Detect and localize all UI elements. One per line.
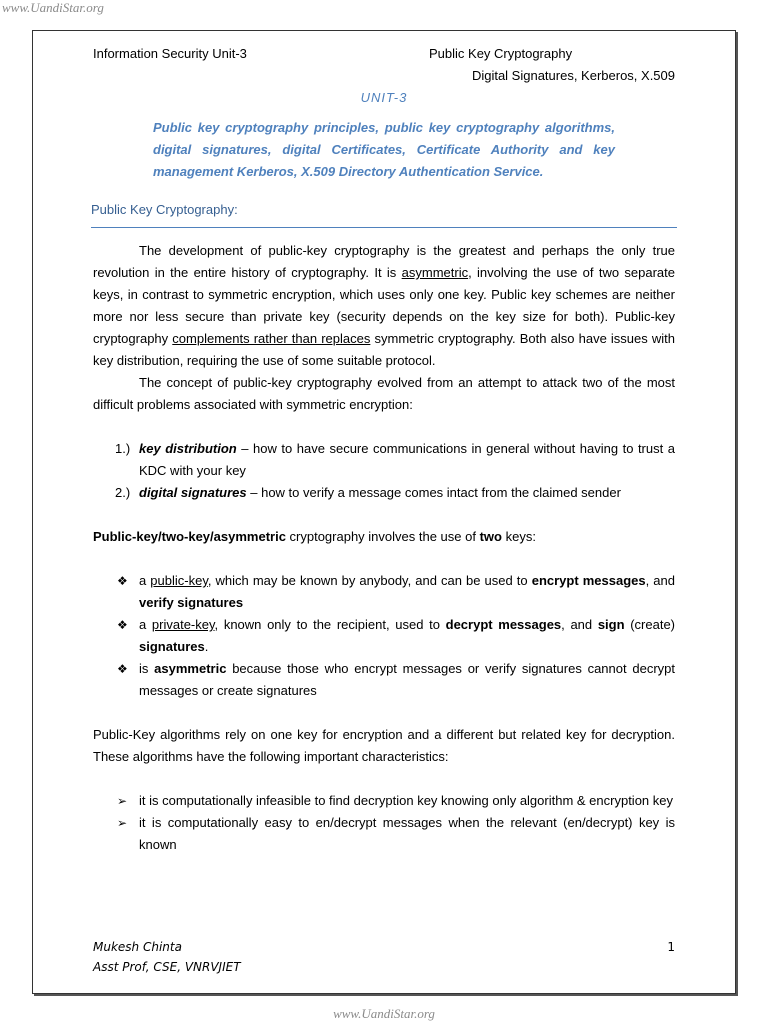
text: , and [561, 617, 598, 632]
list-item [93, 658, 675, 702]
item-number: 2.) [115, 485, 131, 500]
bold-term: decrypt messages [445, 617, 562, 632]
underlined-term: public-key [150, 573, 208, 588]
bold-term: Public-key/two-key/asymmetric [93, 529, 286, 544]
document-page [32, 30, 736, 994]
bold-term: two [479, 529, 502, 544]
paragraph-1 [93, 240, 675, 372]
section-title: Public Key Cryptography: [91, 199, 677, 228]
abstract: Public key cryptography principles, public key cryptography algorithms, digital signatures, digital Certificates, Certificate Authority and key management Kerberos, X.509 Directory Authentication Service. [153, 120, 615, 179]
footer-author: Mukesh Chinta [93, 940, 182, 954]
page-content [93, 43, 675, 856]
text: because those who encrypt messages or verify signatures cannot decrypt messages or create signatures [139, 661, 676, 698]
page-header [93, 43, 675, 65]
header-left: Information Security Unit-3 [93, 46, 247, 61]
bold-term: verify signatures [139, 595, 244, 610]
underlined-term: asymmetric [401, 265, 469, 280]
text: , and [645, 573, 675, 588]
page-number: 1 [667, 940, 675, 954]
text: , known only to the recipient, used to [214, 617, 446, 632]
diamond-bullet-icon: ❖ [117, 662, 128, 676]
header-right-line2: Digital Signatures, Kerberos, X.509 [471, 68, 675, 83]
text: is [139, 661, 155, 676]
diamond-bullet-icon: ❖ [117, 574, 128, 588]
characteristics-list [93, 790, 675, 856]
text: . [204, 639, 209, 654]
footer-title: Asst Prof, CSE, VNRVJIET [93, 960, 241, 974]
paragraph-3 [93, 526, 675, 548]
header-right-line1: Public Key Cryptography [429, 46, 573, 61]
text: cryptography involves the use of [285, 529, 480, 544]
item-term: digital signatures [139, 485, 247, 500]
bold-term: sign [597, 617, 625, 632]
bold-term: signatures [139, 639, 205, 654]
text: (create) [624, 617, 676, 632]
arrow-bullet-icon: ➢ [117, 816, 128, 830]
item-number: 1.) [115, 441, 131, 456]
underlined-phrase: complements rather than replaces [172, 331, 371, 346]
text: keys: [501, 529, 536, 544]
paragraph-4: Public-Key algorithms rely on one key for encryption and a different but related key for decryption. These algorithms have the following important characteristics: [93, 727, 675, 764]
paragraph-2: The concept of public-key cryptography evolved from an attempt to attack two of the most difficult problems associated with symmetric encryption: [93, 375, 675, 412]
list-item [93, 812, 675, 856]
text: a [139, 617, 152, 632]
unit-title: UNIT-3 [360, 90, 408, 105]
item-term: key distribution [139, 441, 237, 456]
item-text: – how to have secure communications in general without having to trust a KDC with your key [139, 441, 675, 478]
header-row-2 [93, 65, 675, 87]
numbered-list [93, 438, 675, 504]
page-footer [93, 937, 675, 977]
text: symmetric cryptography. Both also have issues with key distribution, requiring the use of some suitable protocol. [93, 331, 676, 368]
bold-term: encrypt messages [531, 573, 646, 588]
item-text: – how to verify a message comes intact from the claimed sender [246, 485, 621, 500]
arrow-bullet-icon: ➢ [117, 794, 128, 808]
list-item [93, 614, 675, 658]
key-bullets [93, 570, 675, 702]
text: , involving the use of two separate keys, in contrast to symmetric encryption, which uses only one key. Public key schemes are neither more nor less secure than private key (security depends on the key size for both). Public-key cryptography [93, 265, 675, 346]
text: The development of public-key cryptography is the greatest and perhaps the only true revolution in the entire history of cryptography. It is [93, 243, 675, 280]
watermark-bottom: www.UandiStar.org [333, 1006, 435, 1021]
watermark-top: www.UandiStar.org [2, 0, 104, 15]
list-item [93, 438, 675, 482]
underlined-term: private-key [151, 617, 215, 632]
list-item [93, 482, 675, 504]
bold-term: asymmetric [154, 661, 227, 676]
item-text: it is computationally easy to en/decrypt messages when the relevant (en/decrypt) key is known [139, 815, 675, 852]
list-item [93, 790, 675, 812]
text: a [139, 573, 151, 588]
list-item [93, 570, 675, 614]
text: , which may be known by anybody, and can be used to [207, 573, 532, 588]
diamond-bullet-icon: ❖ [117, 618, 128, 632]
item-text: it is computationally infeasible to find decryption key knowing only algorithm & encryption key [139, 793, 673, 808]
